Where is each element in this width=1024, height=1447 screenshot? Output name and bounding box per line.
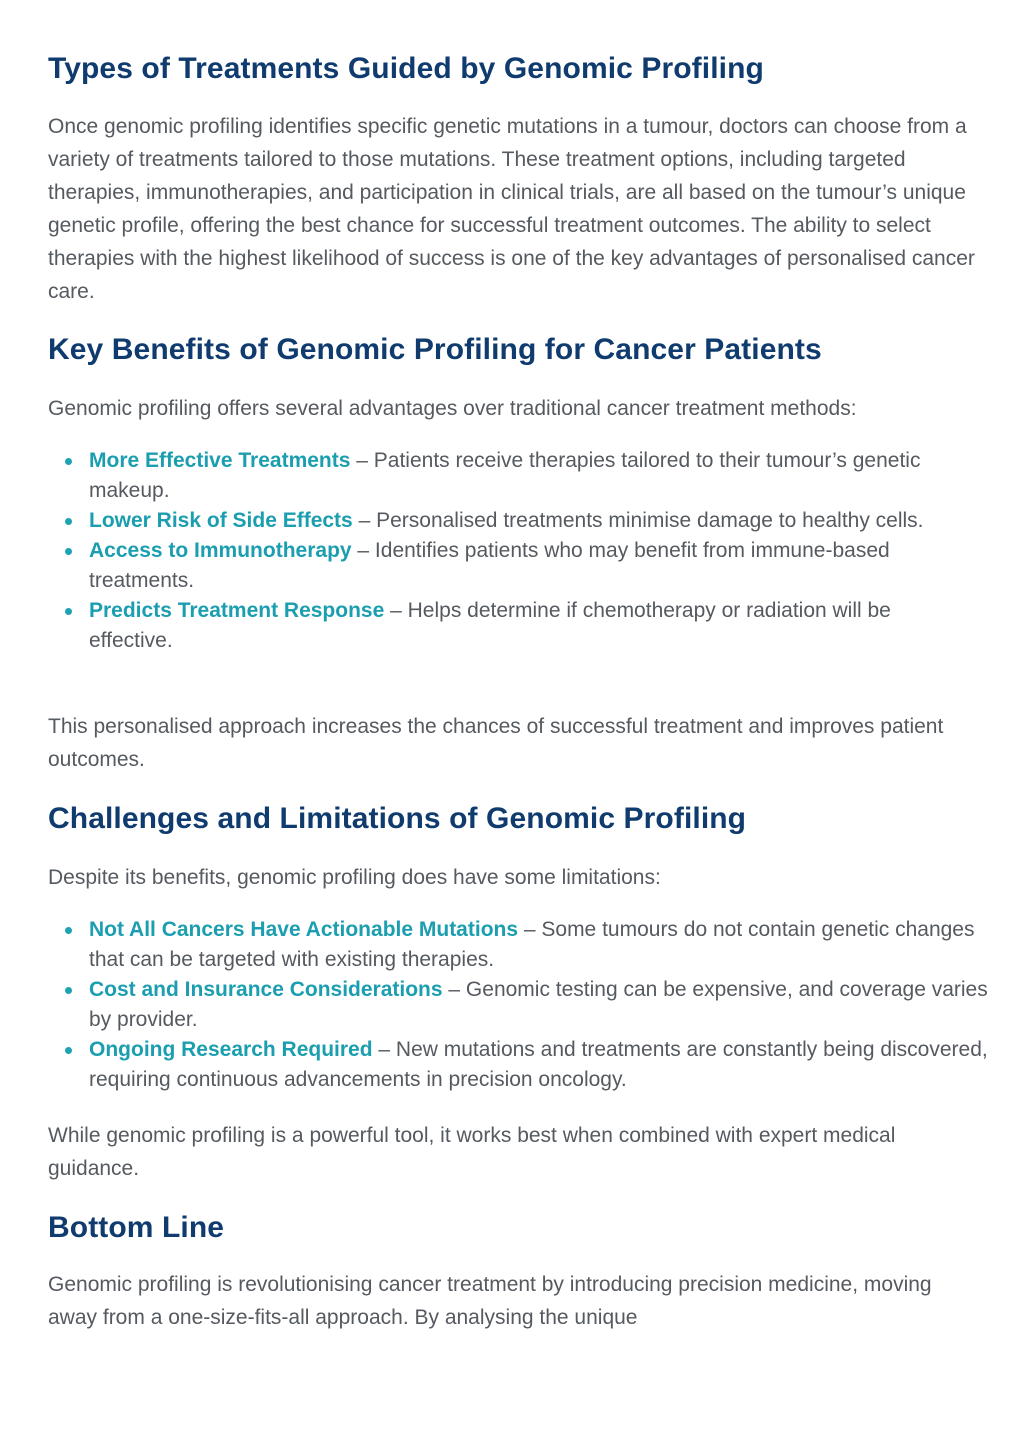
list-item-term: Lower Risk of Side Effects bbox=[89, 509, 353, 532]
list-item-desc: – Some tumours do not contain genetic changes that can be targeted with existing therapies. bbox=[89, 918, 975, 971]
list-item bbox=[48, 536, 978, 596]
section-heading-benefits: Key Benefits of Genomic Profiling for Cancer Patients bbox=[48, 333, 822, 366]
list-item-desc: – New mutations and treatments are constantly being discovered, requiring continuous advancements in precision oncology. bbox=[89, 1038, 988, 1091]
section-paragraph-bottom-line: Genomic profiling is revolutionising cancer treatment by introducing precision medicine, moving away from a one-size-fits-all approach. By analysing the unique bbox=[48, 1273, 932, 1329]
list-item bbox=[48, 975, 988, 1035]
section-paragraph-types: Once genomic profiling identifies specific genetic mutations in a tumour, doctors can choose from a variety of treatments tailored to those mutations. These treatment options, including targeted therapies, immunotherapies, and participation in clinical trials, are all based on the tumour’s unique genetic profile, offering the best chance for successful treatment outcomes. The ability to select therapies with the highest likelihood of success is one of the key advantages of personalised cancer care. bbox=[48, 115, 975, 303]
list-item bbox=[48, 1035, 988, 1095]
list-item-desc: – Identifies patients who may benefit from immune-based treatments. bbox=[89, 539, 890, 592]
list-item-term: Cost and Insurance Considerations bbox=[89, 978, 443, 1001]
challenges-list bbox=[48, 915, 988, 1095]
list-item-term: Not All Cancers Have Actionable Mutations bbox=[89, 918, 519, 941]
section-heading-challenges: Challenges and Limitations of Genomic Profiling bbox=[48, 802, 747, 835]
challenges-intro: Despite its benefits, genomic profiling does have some limitations: bbox=[48, 866, 661, 889]
list-item-term: Ongoing Research Required bbox=[89, 1038, 373, 1061]
list-item bbox=[48, 596, 978, 656]
section-heading-types: Types of Treatments Guided by Genomic Profiling bbox=[48, 52, 764, 85]
list-item-term: Access to Immunotherapy bbox=[89, 539, 352, 562]
benefits-list bbox=[48, 446, 978, 656]
list-item-term: More Effective Treatments bbox=[89, 449, 351, 472]
benefits-closing: This personalised approach increases the chances of successful treatment and improves patient outcomes. bbox=[48, 715, 944, 771]
list-item-desc: – Helps determine if chemotherapy or radiation will be effective. bbox=[89, 599, 891, 652]
benefits-intro: Genomic profiling offers several advantages over traditional cancer treatment methods: bbox=[48, 397, 857, 420]
list-item-desc: – Patients receive therapies tailored to their tumour’s genetic makeup. bbox=[89, 449, 921, 502]
list-item-desc: – Personalised treatments minimise damage to healthy cells. bbox=[352, 509, 924, 532]
list-item-desc: – Genomic testing can be expensive, and coverage varies by provider. bbox=[89, 978, 988, 1031]
list-item-term: Predicts Treatment Response bbox=[89, 599, 385, 622]
list-item bbox=[48, 506, 978, 536]
challenges-closing: While genomic profiling is a powerful tool, it works best when combined with expert medical guidance. bbox=[48, 1124, 896, 1180]
list-item bbox=[48, 915, 988, 975]
list-item bbox=[48, 446, 978, 506]
section-heading-bottom-line: Bottom Line bbox=[48, 1211, 225, 1244]
